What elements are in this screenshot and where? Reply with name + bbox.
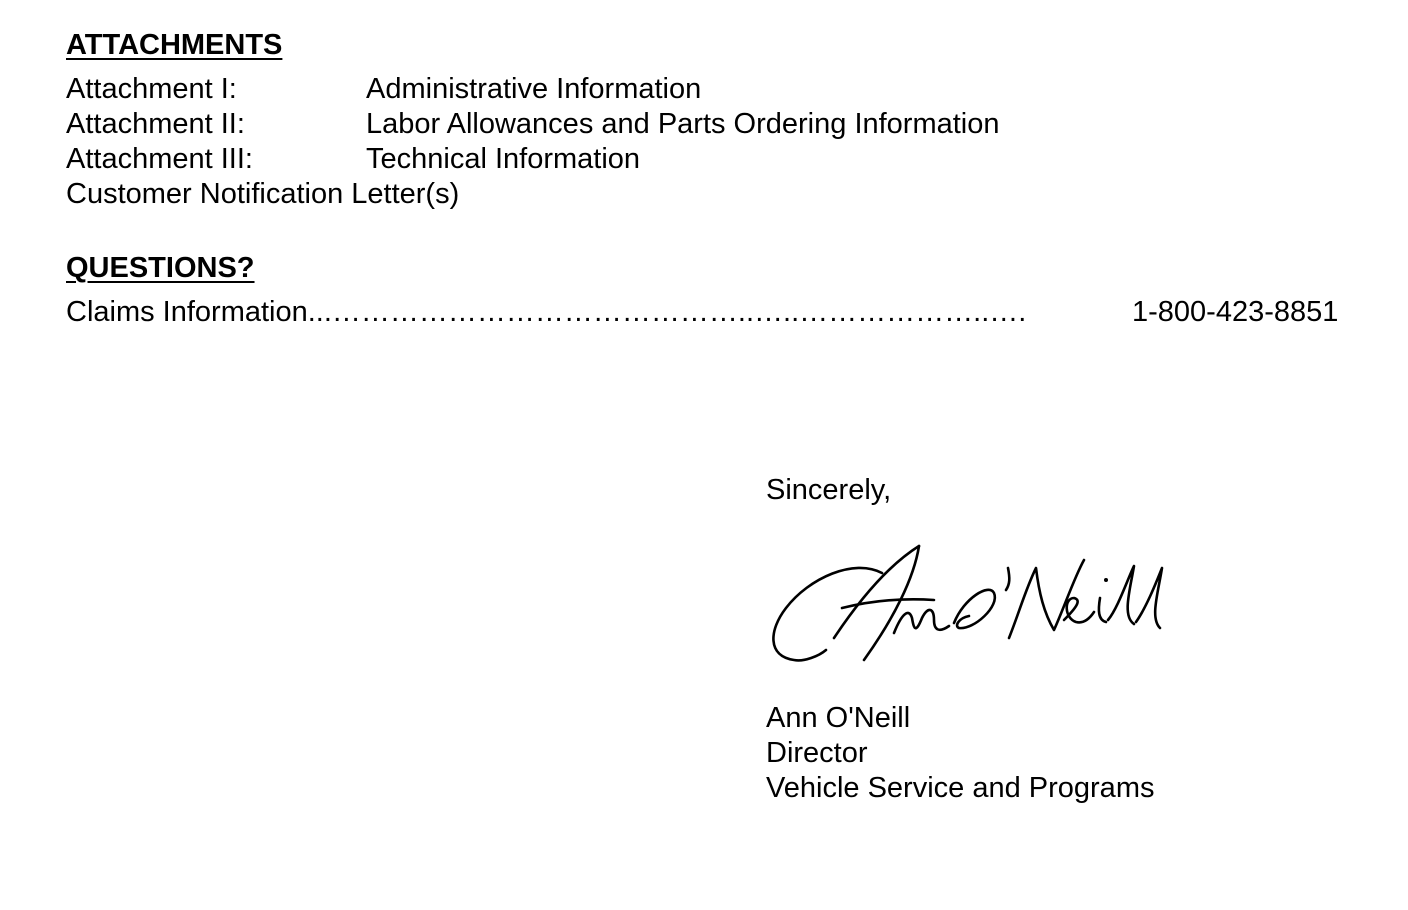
attachment-3-label: Attachment III:	[66, 143, 253, 175]
salutation: Sincerely,	[766, 474, 892, 506]
attachment-2-label: Attachment II:	[66, 108, 245, 140]
signatory-name: Ann O'Neill	[766, 702, 911, 734]
attachment-3-value: Technical Information	[366, 143, 641, 175]
questions-heading: QUESTIONS?	[66, 252, 255, 284]
attachment-2-value: Labor Allowances and Parts Ordering Information	[366, 108, 1000, 140]
claims-information-row	[66, 295, 1166, 330]
claims-dot-leader: ...……………………………………..…..………………..….	[307, 296, 1027, 328]
signatory-department: Vehicle Service and Programs	[766, 772, 1155, 804]
claims-phone-number: 1-800-423-8851	[1132, 296, 1339, 328]
customer-notification-letters: Customer Notification Letter(s)	[66, 178, 460, 210]
claims-information-label: Claims Information	[66, 296, 308, 328]
signatory-title: Director	[766, 737, 868, 769]
signature-image	[764, 538, 1174, 668]
attachments-heading: ATTACHMENTS	[66, 29, 283, 61]
attachment-1-label: Attachment I:	[66, 73, 237, 105]
attachment-1-value: Administrative Information	[366, 73, 702, 105]
